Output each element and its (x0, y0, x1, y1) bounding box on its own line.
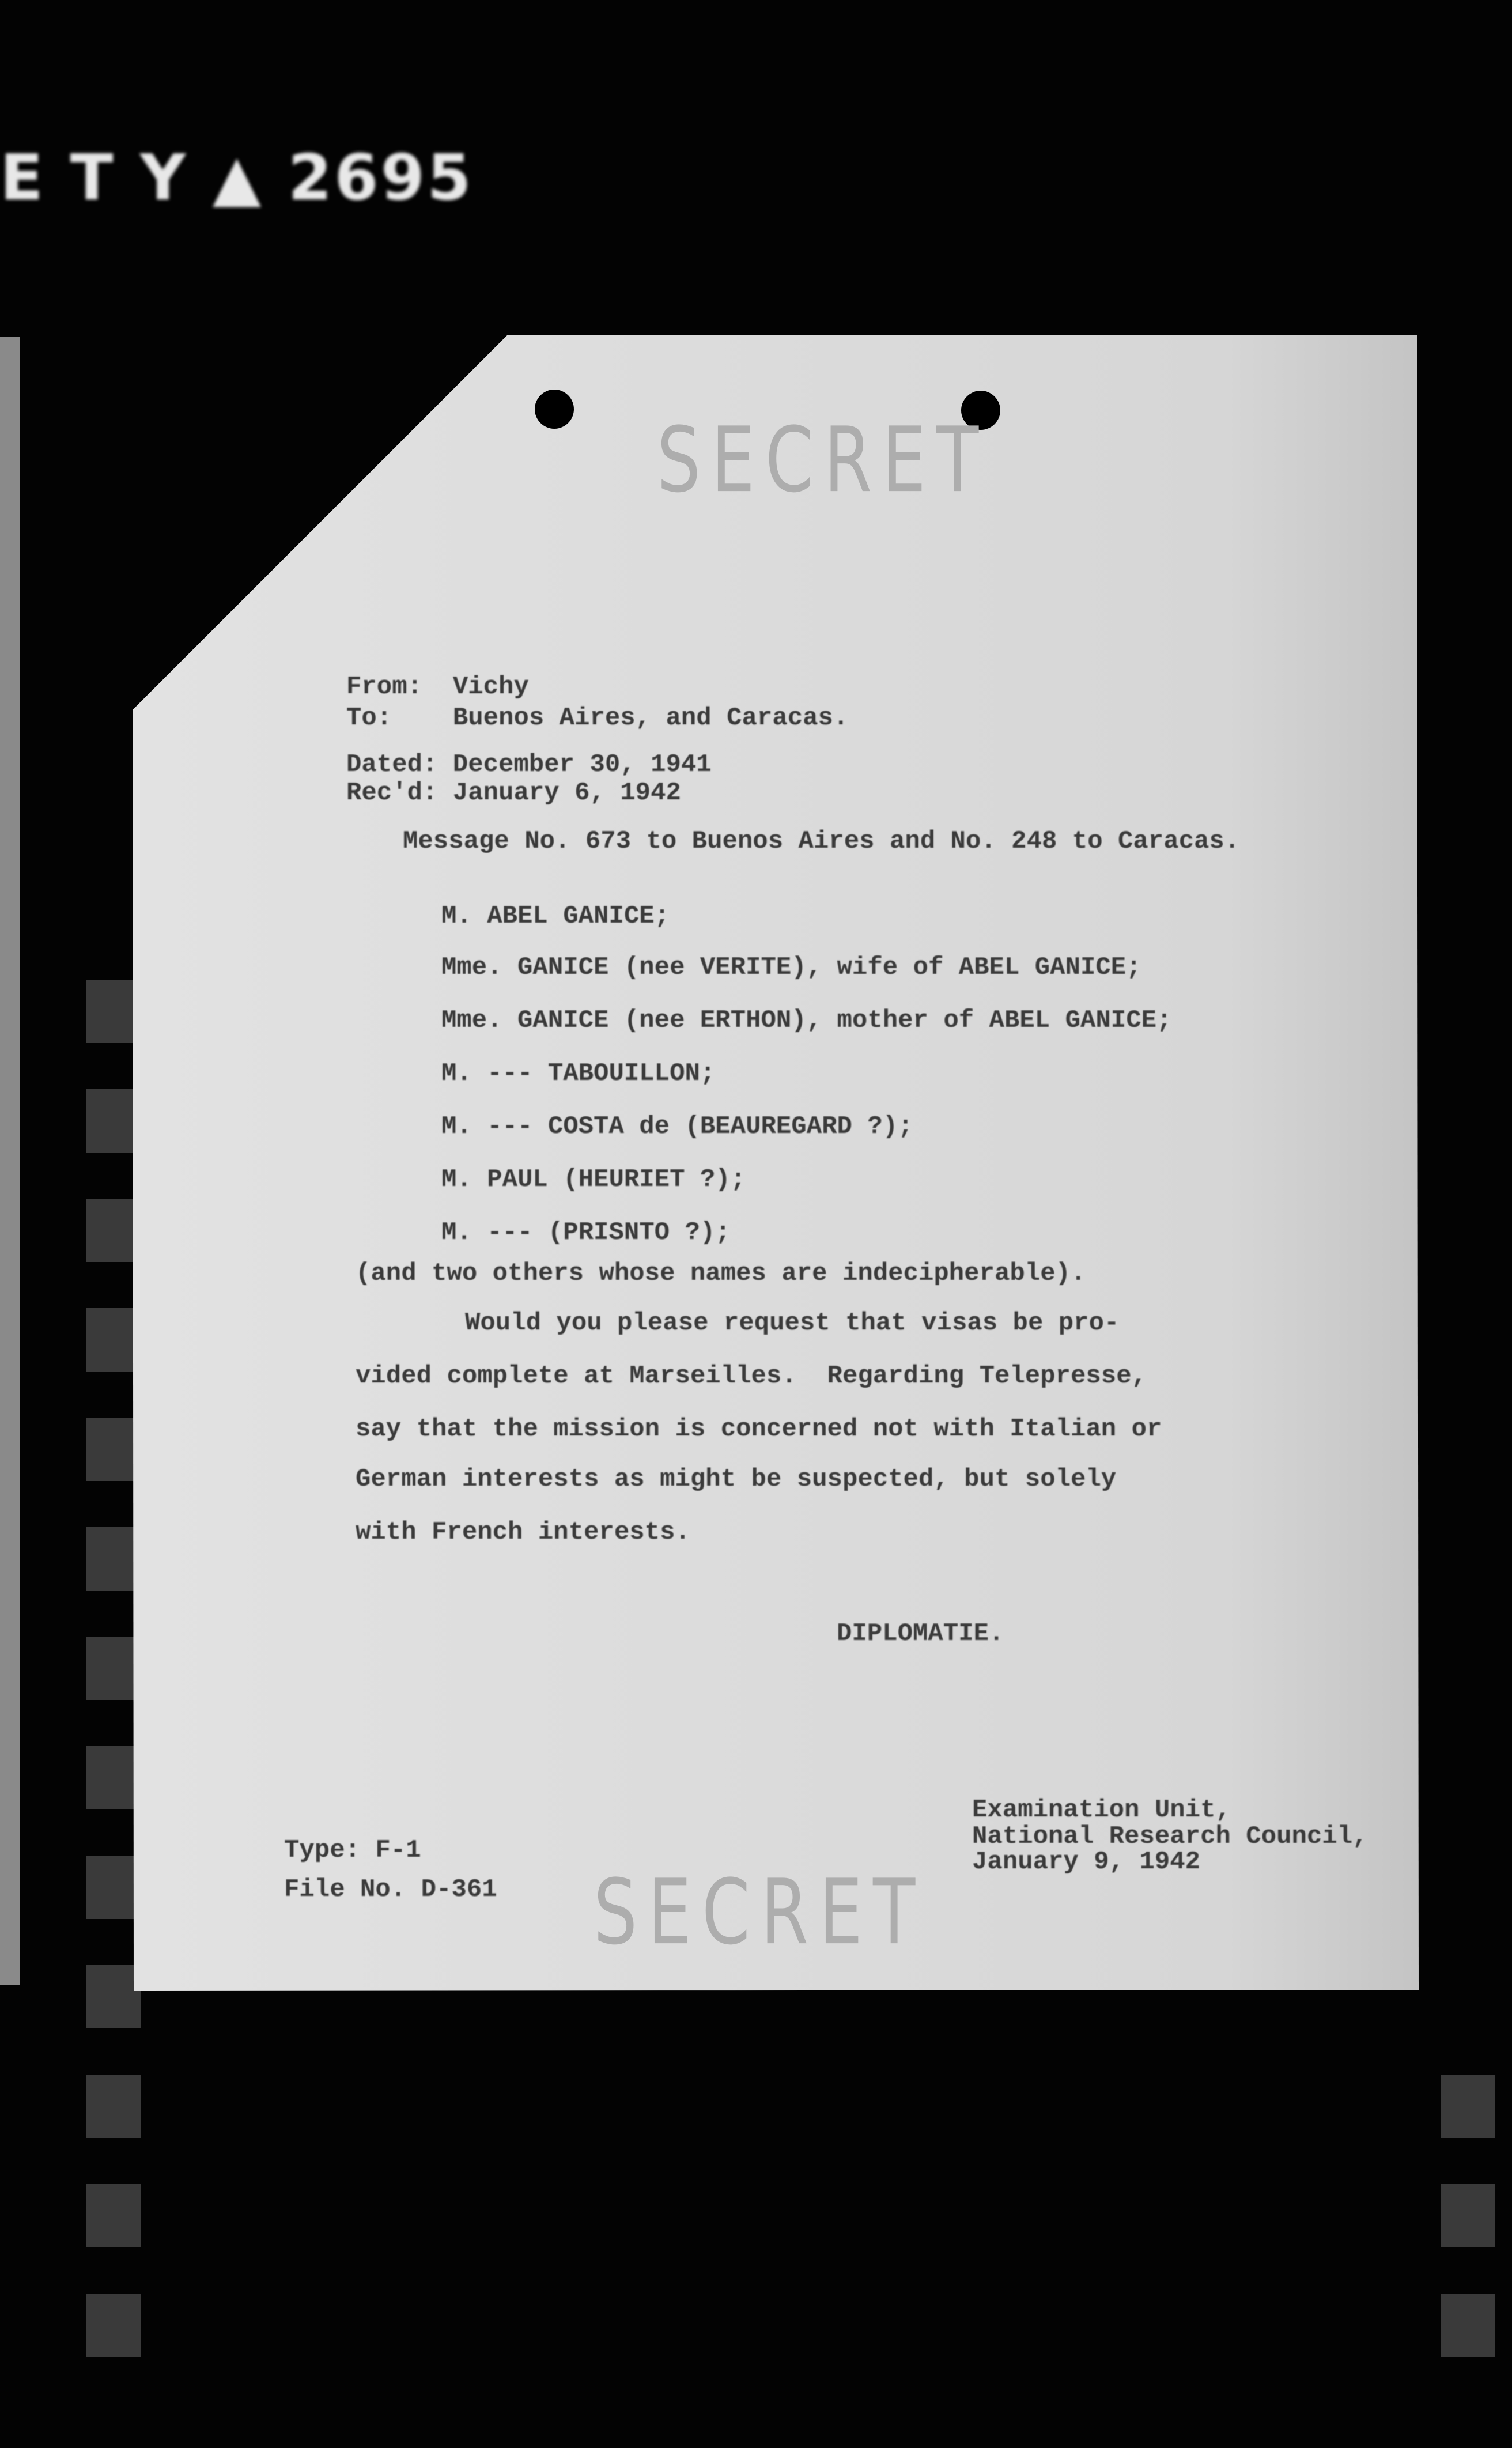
body-line: German interests as might be suspected, but solely (356, 1465, 1117, 1494)
received-line: Rec'd: January 6, 1942 (346, 779, 681, 807)
footer-file-number: File No. D-361 (284, 1875, 497, 1904)
secret-stamp-bottom: SECRET (594, 1861, 926, 1965)
footer-type: Type: F-1 (284, 1836, 421, 1865)
dated-line: Dated: December 30, 1941 (346, 750, 712, 779)
body-line: say that the mission is concerned not with Italian or (356, 1415, 1162, 1444)
footer-date: January 9, 1942 (972, 1848, 1201, 1876)
name-entry: M. PAUL (HEURIET ?); (441, 1165, 746, 1194)
body-line: Would you please request that visas be pro- (465, 1309, 1120, 1338)
footer-council: National Research Council, (972, 1822, 1368, 1851)
footer-unit: Examination Unit, (972, 1796, 1231, 1824)
name-entry: M. ABEL GANICE; (441, 902, 670, 931)
body-line: vided complete at Marseilles. Regarding Telepresse, (356, 1362, 1147, 1391)
others-line: (and two others whose names are indecipherable). (356, 1259, 1086, 1288)
from-line: From: Vichy (346, 673, 529, 701)
message-number-line: Message No. 673 to Buenos Aires and No. 248 to Caracas. (403, 827, 1240, 856)
name-entry: Mme. GANICE (nee ERTHON), mother of ABEL GANICE; (441, 1006, 1172, 1035)
name-entry: Mme. GANICE (nee VERITE), wife of ABEL GANICE; (441, 953, 1141, 982)
reel-marker: E T Y ▲ 2695 (0, 141, 474, 214)
secret-stamp-top: SECRET (657, 409, 989, 513)
name-entry: M. --- (PRISNTO ?); (441, 1218, 731, 1247)
name-entry: M. --- TABOUILLON; (441, 1059, 716, 1088)
name-entry: M. --- COSTA de (BEAUREGARD ?); (441, 1112, 913, 1141)
signature: DIPLOMATIE. (837, 1619, 1004, 1648)
to-line: To: Buenos Aires, and Caracas. (346, 704, 849, 732)
body-line: with French interests. (356, 1518, 690, 1547)
punch-hole-left (535, 390, 574, 429)
